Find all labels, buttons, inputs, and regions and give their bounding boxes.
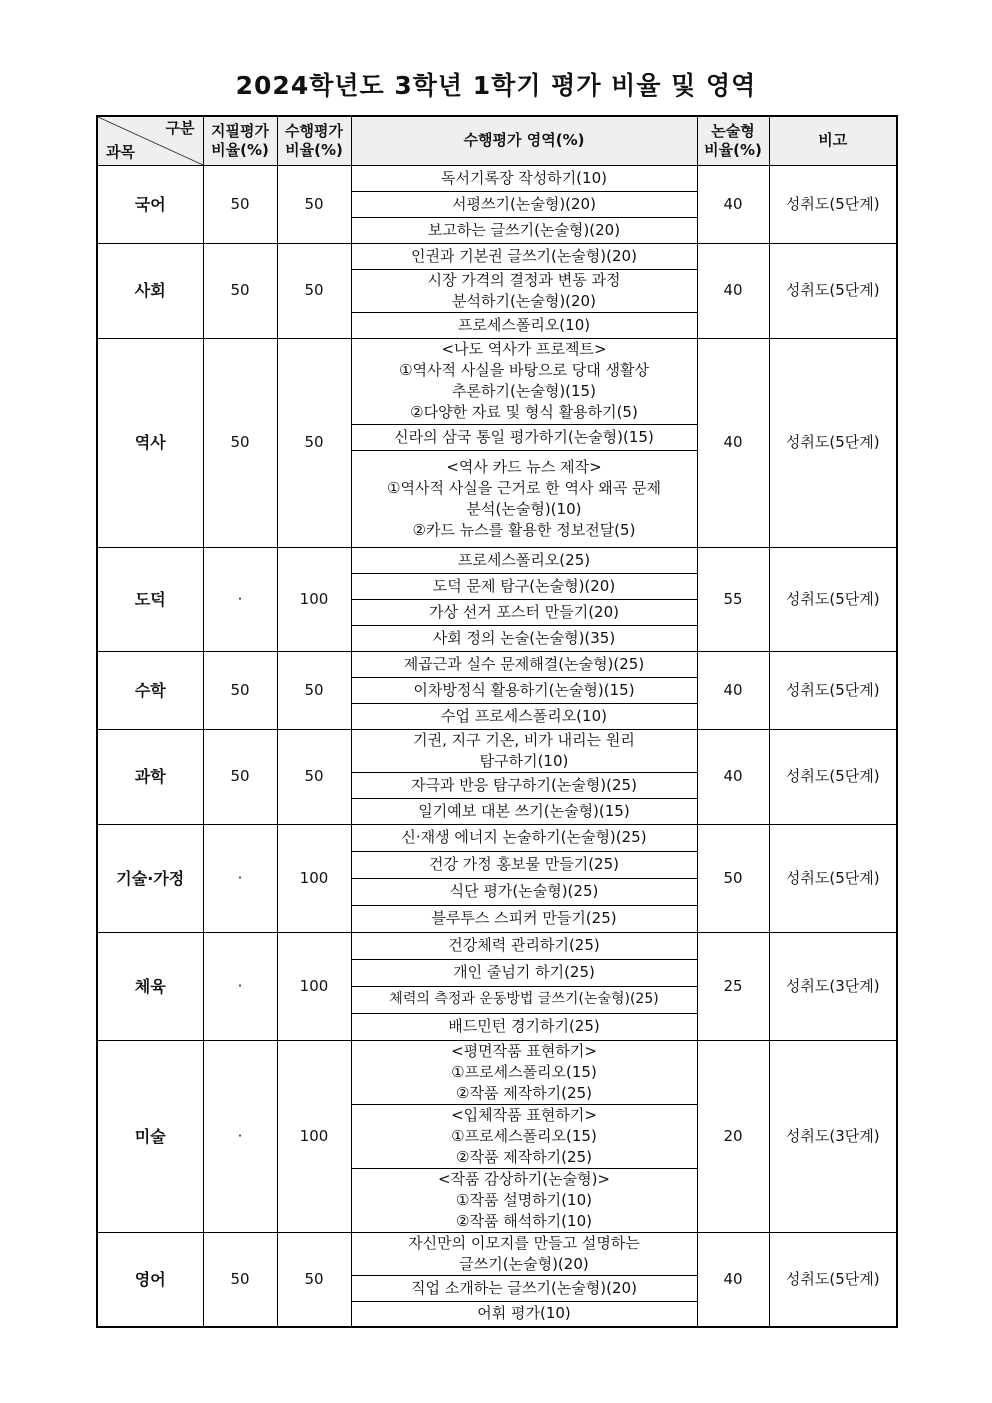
header-row	[97, 116, 897, 165]
performance-area: 자신만의 이모지를 만들고 설명하는 글쓰기(논술형)(20)	[351, 1232, 697, 1275]
performance-area: 가상 선거 포스터 만들기(20)	[351, 599, 697, 625]
header-written-ratio: 지필평가 비율(%)	[203, 116, 277, 165]
note: 성취도(5단계)	[769, 165, 897, 243]
performance-ratio: 50	[277, 651, 351, 729]
header-corner-cell	[97, 116, 203, 165]
note: 성취도(5단계)	[769, 1232, 897, 1327]
subject-name: 도덕	[97, 547, 203, 651]
essay-ratio: 50	[697, 824, 769, 932]
performance-area: 어휘 평가(10)	[351, 1301, 697, 1327]
essay-ratio: 20	[697, 1040, 769, 1232]
essay-ratio: 25	[697, 932, 769, 1040]
performance-area: 체력의 측정과 운동방법 글쓰기(논술형)(25)	[351, 986, 697, 1013]
performance-area: 제곱근과 실수 문제해결(논술형)(25)	[351, 651, 697, 677]
table-row	[97, 547, 897, 573]
performance-ratio: 50	[277, 729, 351, 824]
essay-ratio: 40	[697, 651, 769, 729]
header-essay-ratio: 논술형 비율(%)	[697, 116, 769, 165]
subject-name: 기술·가정	[97, 824, 203, 932]
written-ratio: 50	[203, 338, 277, 547]
essay-ratio: 40	[697, 165, 769, 243]
performance-area: 건강 가정 홍보물 만들기(25)	[351, 851, 697, 878]
performance-area: 프로세스폴리오(10)	[351, 312, 697, 338]
written-ratio: ·	[203, 824, 277, 932]
performance-area: 이차방정식 활용하기(논술형)(15)	[351, 677, 697, 703]
performance-ratio: 50	[277, 165, 351, 243]
performance-area: <작품 감상하기(논술형)> ①작품 설명하기(10) ②작품 해석하기(10)	[351, 1168, 697, 1232]
subject-name: 과학	[97, 729, 203, 824]
evaluation-table	[96, 115, 898, 1328]
header-note: 비고	[769, 116, 897, 165]
performance-area: 배드민턴 경기하기(25)	[351, 1013, 697, 1040]
performance-ratio: 50	[277, 1232, 351, 1327]
performance-area: <나도 역사가 프로젝트> ①역사적 사실을 바탕으로 당대 생활상 추론하기(논술형)(15) ②다양한 자료 및 형식 활용하기(5)	[351, 338, 697, 424]
performance-area: 보고하는 글쓰기(논술형)(20)	[351, 217, 697, 243]
essay-ratio: 40	[697, 1232, 769, 1327]
performance-ratio: 100	[277, 932, 351, 1040]
performance-area: 직업 소개하는 글쓰기(논술형)(20)	[351, 1275, 697, 1301]
performance-area: 도덕 문제 탐구(논술형)(20)	[351, 573, 697, 599]
subject-name: 미술	[97, 1040, 203, 1232]
performance-area: 서평쓰기(논술형)(20)	[351, 191, 697, 217]
subject-name: 영어	[97, 1232, 203, 1327]
performance-area: 개인 줄넘기 하기(25)	[351, 959, 697, 986]
performance-area: 자극과 반응 탐구하기(논술형)(25)	[351, 772, 697, 798]
subject-name: 역사	[97, 338, 203, 547]
header-subject-label: 과목	[106, 142, 135, 161]
performance-area: <역사 카드 뉴스 제작> ①역사적 사실을 근거로 한 역사 왜곡 문제 분석(논술형)(10) ②카드 뉴스를 활용한 정보전달(5)	[351, 450, 697, 547]
performance-area: 건강체력 관리하기(25)	[351, 932, 697, 959]
note: 성취도(5단계)	[769, 729, 897, 824]
table-row	[97, 165, 897, 191]
performance-area: 사회 정의 논술(논술형)(35)	[351, 625, 697, 651]
subject-name: 체육	[97, 932, 203, 1040]
note: 성취도(5단계)	[769, 338, 897, 547]
subject-name: 사회	[97, 243, 203, 338]
header-performance-ratio: 수행평가 비율(%)	[277, 116, 351, 165]
performance-area: 수업 프로세스폴리오(10)	[351, 703, 697, 729]
performance-area: 신·재생 에너지 논술하기(논술형)(25)	[351, 824, 697, 851]
essay-ratio: 40	[697, 243, 769, 338]
note: 성취도(5단계)	[769, 824, 897, 932]
subject-name: 수학	[97, 651, 203, 729]
note: 성취도(5단계)	[769, 651, 897, 729]
note: 성취도(5단계)	[769, 547, 897, 651]
written-ratio: 50	[203, 1232, 277, 1327]
table-row	[97, 1232, 897, 1275]
note: 성취도(5단계)	[769, 243, 897, 338]
performance-area: <입체작품 표현하기> ①프로세스폴리오(15) ②작품 제작하기(25)	[351, 1104, 697, 1168]
essay-ratio: 40	[697, 729, 769, 824]
performance-ratio: 100	[277, 547, 351, 651]
performance-ratio: 50	[277, 243, 351, 338]
performance-area: 독서기록장 작성하기(10)	[351, 165, 697, 191]
performance-area: 블루투스 스피커 만들기(25)	[351, 905, 697, 932]
performance-area: 기권, 지구 기온, 비가 내리는 원리 탐구하기(10)	[351, 729, 697, 772]
table-row	[97, 729, 897, 772]
table-row	[97, 338, 897, 424]
performance-area: 시장 가격의 결정과 변동 과정 분석하기(논술형)(20)	[351, 269, 697, 312]
performance-area: <평면작품 표현하기> ①프로세스폴리오(15) ②작품 제작하기(25)	[351, 1040, 697, 1104]
table-row	[97, 651, 897, 677]
performance-area: 식단 평가(논술형)(25)	[351, 878, 697, 905]
performance-area: 인권과 기본권 글쓰기(논술형)(20)	[351, 243, 697, 269]
page-title: 2024학년도 3학년 1학기 평가 비율 및 영역	[235, 71, 757, 100]
written-ratio: ·	[203, 932, 277, 1040]
written-ratio: 50	[203, 651, 277, 729]
subject-name: 국어	[97, 165, 203, 243]
note: 성취도(3단계)	[769, 932, 897, 1040]
written-ratio: ·	[203, 1040, 277, 1232]
written-ratio: 50	[203, 165, 277, 243]
written-ratio: ·	[203, 547, 277, 651]
performance-area: 신라의 삼국 통일 평가하기(논술형)(15)	[351, 424, 697, 450]
performance-ratio: 100	[277, 1040, 351, 1232]
header-category-label: 구분	[165, 119, 195, 137]
table-row	[97, 1040, 897, 1104]
table-row	[97, 824, 897, 851]
written-ratio: 50	[203, 243, 277, 338]
essay-ratio: 40	[697, 338, 769, 547]
performance-ratio: 50	[277, 338, 351, 547]
performance-area: 일기예보 대본 쓰기(논술형)(15)	[351, 798, 697, 824]
performance-area: 프로세스폴리오(25)	[351, 547, 697, 573]
table-row	[97, 932, 897, 959]
performance-ratio: 100	[277, 824, 351, 932]
note: 성취도(3단계)	[769, 1040, 897, 1232]
header-performance-areas: 수행평가 영역(%)	[351, 116, 697, 165]
essay-ratio: 55	[697, 547, 769, 651]
table-row	[97, 243, 897, 269]
written-ratio: 50	[203, 729, 277, 824]
